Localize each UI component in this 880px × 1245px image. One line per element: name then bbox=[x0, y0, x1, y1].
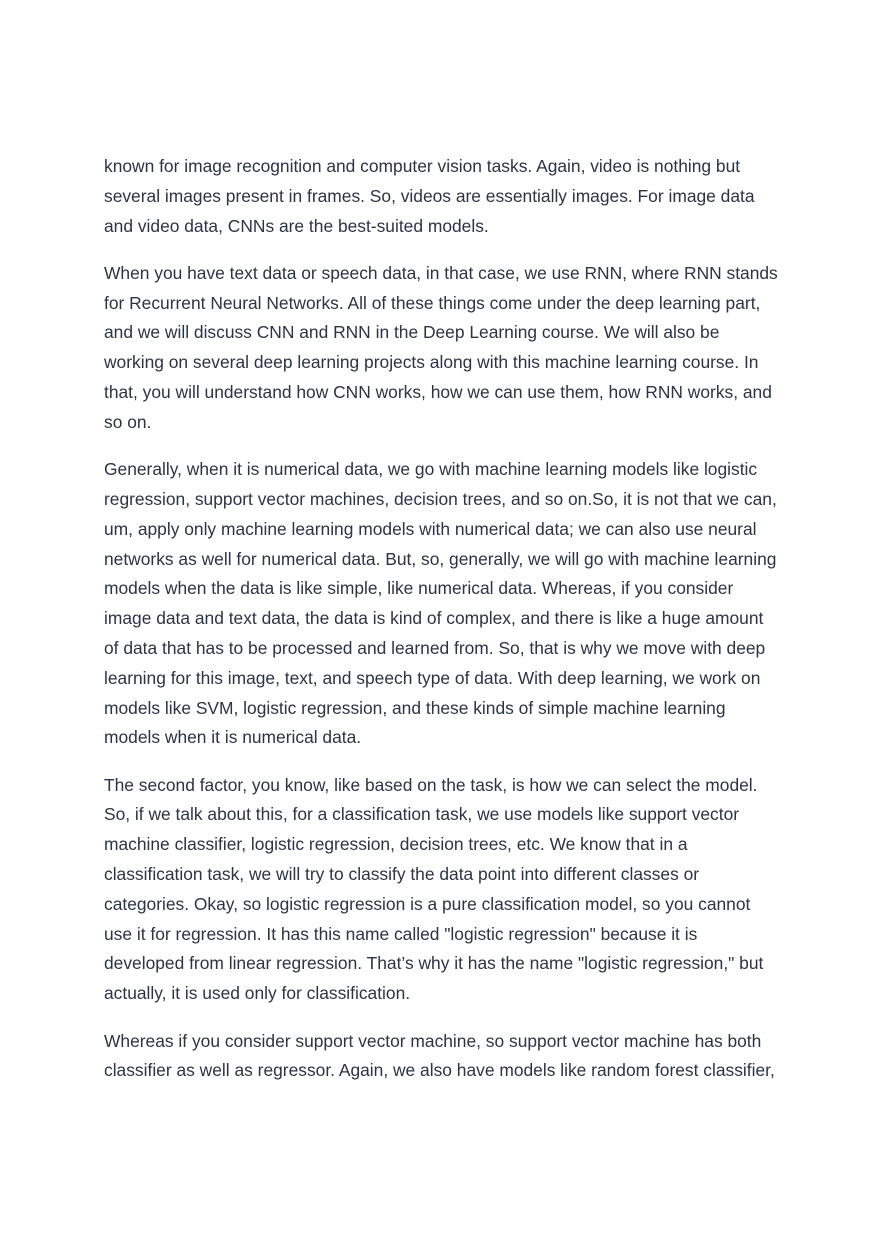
text-line: actually, it is used only for classification. bbox=[104, 983, 411, 1004]
text-line: so on. bbox=[104, 411, 152, 432]
text-line: and video data, CNNs are the best-suited models. bbox=[104, 215, 489, 236]
text-line: known for image recognition and computer vision tasks. Again, video is nothing but bbox=[104, 156, 741, 176]
paragraph-4 bbox=[104, 771, 784, 1009]
text-line: When you have text data or speech data, in that case, we use RNN, where RNN stands bbox=[104, 262, 778, 283]
text-line: for Recurrent Neural Networks. All of these things come under the deep learning part, bbox=[104, 292, 761, 313]
text-line: models like SVM, logistic regression, and these kinds of simple machine learning bbox=[104, 697, 726, 718]
text-line: Whereas if you consider support vector machine, so support vector machine has both bbox=[104, 1030, 762, 1051]
text-line: models when it is numerical data. bbox=[104, 727, 362, 748]
text-line: models when the data is like simple, like numerical data. Whereas, if you consider bbox=[104, 578, 734, 599]
paragraph-2 bbox=[104, 259, 784, 438]
text-line: networks as well for numerical data. But, so, generally, we will go with machine learning bbox=[104, 548, 777, 569]
text-line: learning for this image, text, and speech type of data. With deep learning, we work on bbox=[104, 667, 761, 688]
text-line: of data that has to be processed and learned from. So, that is why we move with deep bbox=[104, 637, 766, 658]
text-line: regression, support vector machines, decision trees, and so on.So, it is not that we can, bbox=[104, 488, 777, 509]
text-line: classification task, we will try to classify the data point into different classes or bbox=[104, 864, 700, 885]
text-line: categories. Okay, so logistic regression is a pure classification model, so you cannot bbox=[104, 893, 751, 914]
text-line: several images present in frames. So, videos are essentially images. For image data bbox=[104, 185, 755, 206]
text-line: developed from linear regression. That’s why it has the name "logistic regression," but bbox=[104, 953, 764, 974]
text-line: and we will discuss CNN and RNN in the Deep Learning course. We will also be bbox=[104, 322, 720, 343]
paragraph-5 bbox=[104, 1027, 784, 1087]
text-line: Generally, when it is numerical data, we go with machine learning models like logistic bbox=[104, 459, 758, 480]
text-line: classifier as well as regressor. Again, we also have models like random forest classifier, bbox=[104, 1060, 775, 1081]
text-line: use it for regression. It has this name called "logistic regression" because it is bbox=[104, 923, 698, 944]
text-line: The second factor, you know, like based on the task, is how we can select the model. bbox=[104, 774, 758, 795]
paragraph-3 bbox=[104, 455, 784, 753]
text-line: that, you will understand how CNN works, how we can use them, how RNN works, and bbox=[104, 382, 772, 403]
text-line: So, if we talk about this, for a classification task, we use models like support vector bbox=[104, 804, 740, 825]
text-line: working on several deep learning projects along with this machine learning course. In bbox=[104, 352, 759, 373]
body-text bbox=[104, 152, 784, 1104]
paragraph-1 bbox=[104, 152, 784, 241]
text-line: um, apply only machine learning models with numerical data; we can also use neural bbox=[104, 518, 757, 539]
text-line: image data and text data, the data is kind of complex, and there is like a huge amount bbox=[104, 608, 764, 629]
text-line: machine classifier, logistic regression, decision trees, etc. We know that in a bbox=[104, 834, 688, 855]
